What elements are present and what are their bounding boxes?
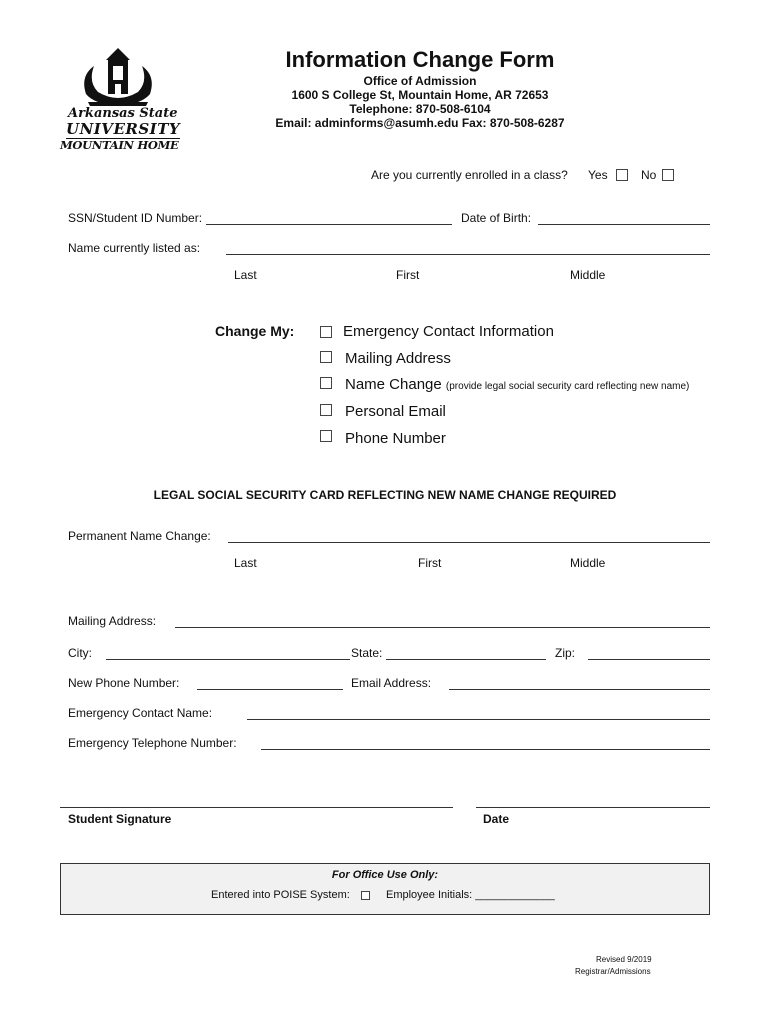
signature-field[interactable] bbox=[60, 807, 453, 808]
mailing-address-label: Mailing Address: bbox=[68, 614, 157, 628]
page-title: Information Change Form bbox=[285, 47, 555, 72]
dob-field[interactable] bbox=[538, 224, 710, 225]
name-change-note: (provide legal social security card reflecting new name) bbox=[445, 381, 690, 392]
ssn-label: SSN/Student ID Number: bbox=[68, 211, 203, 225]
zip-field[interactable] bbox=[588, 659, 710, 660]
email-label: Email Address: bbox=[351, 676, 432, 690]
permanent-name-label: Permanent Name Change: bbox=[68, 529, 211, 543]
poise-checkbox[interactable] bbox=[361, 891, 370, 900]
city-label: City: bbox=[68, 646, 92, 660]
signature-label: Student Signature bbox=[68, 812, 172, 826]
enrolled-yes-label: Yes bbox=[588, 168, 608, 182]
emergency-contact-checkbox[interactable] bbox=[320, 326, 332, 338]
city-field[interactable] bbox=[106, 659, 350, 660]
employee-initials: Employee Initials: _____________ bbox=[386, 889, 555, 901]
enrolled-yes-checkbox[interactable] bbox=[616, 169, 628, 181]
current-name-label: Name currently listed as: bbox=[68, 241, 201, 255]
office-use-box bbox=[60, 863, 710, 915]
revised-date: Revised 9/2019 bbox=[596, 955, 652, 964]
date-label: Date bbox=[483, 812, 510, 826]
office-address: 1600 S College St, Mountain Home, AR 72653 bbox=[291, 88, 549, 102]
dob-label: Date of Birth: bbox=[461, 211, 532, 225]
legal-notice: LEGAL SOCIAL SECURITY CARD REFLECTING NEW NAME CHANGE REQUIRED bbox=[153, 488, 617, 502]
enrolled-no-label: No bbox=[641, 168, 657, 182]
office-name: Office of Admission bbox=[363, 74, 477, 88]
personal-email-checkbox[interactable] bbox=[320, 404, 332, 416]
office-email-fax: Email: adminforms@asumh.edu Fax: 870-508-6287 bbox=[275, 116, 565, 130]
emergency-contact-option: Emergency Contact Information bbox=[343, 323, 554, 340]
date-field[interactable] bbox=[476, 807, 710, 808]
current-name-first: First bbox=[396, 268, 420, 282]
permanent-name-last: Last bbox=[234, 556, 257, 570]
change-my-heading: Change My: bbox=[215, 323, 295, 339]
permanent-name-middle: Middle bbox=[570, 556, 606, 570]
university-logo bbox=[58, 46, 181, 156]
logo-line-2: UNIVERSITY bbox=[66, 120, 181, 138]
phone-number-option: Phone Number bbox=[345, 430, 446, 447]
logo-line-3: MOUNTAIN HOME bbox=[60, 138, 179, 152]
name-change-checkbox[interactable] bbox=[320, 377, 332, 389]
phone-label: New Phone Number: bbox=[68, 676, 180, 690]
mailing-address-field[interactable] bbox=[175, 627, 710, 628]
emergency-phone-field[interactable] bbox=[261, 749, 710, 750]
emergency-name-field[interactable] bbox=[247, 719, 710, 720]
current-name-last: Last bbox=[234, 268, 257, 282]
enrolled-no-checkbox[interactable] bbox=[662, 169, 674, 181]
phone-number-checkbox[interactable] bbox=[320, 430, 332, 442]
office-use-title: For Office Use Only: bbox=[331, 869, 439, 881]
enrolled-question: Are you currently enrolled in a class? bbox=[371, 168, 568, 182]
personal-email-option: Personal Email bbox=[345, 403, 446, 420]
state-label: State: bbox=[351, 646, 383, 660]
ssn-field[interactable] bbox=[206, 224, 452, 225]
name-change-option bbox=[345, 376, 689, 393]
current-name-field[interactable] bbox=[226, 254, 710, 255]
logo-line-1: Arkansas State bbox=[68, 106, 178, 121]
phone-field[interactable] bbox=[197, 689, 343, 690]
permanent-name-field[interactable] bbox=[228, 542, 710, 543]
zip-label: Zip: bbox=[555, 646, 576, 660]
header bbox=[230, 46, 610, 130]
mailing-address-checkbox[interactable] bbox=[320, 351, 332, 363]
permanent-name-first: First bbox=[418, 556, 442, 570]
poise-label: Entered into POISE System: bbox=[211, 889, 350, 901]
emergency-name-label: Emergency Contact Name: bbox=[68, 706, 213, 720]
state-field[interactable] bbox=[386, 659, 546, 660]
emergency-phone-label: Emergency Telephone Number: bbox=[68, 736, 237, 750]
bell-tower-icon bbox=[58, 46, 178, 108]
current-name-middle: Middle bbox=[570, 268, 606, 282]
name-change-label: Name Change bbox=[345, 376, 442, 393]
mailing-address-option: Mailing Address bbox=[345, 350, 451, 367]
office-telephone: Telephone: 870-508-6104 bbox=[349, 102, 491, 116]
department: Registrar/Admissions bbox=[575, 967, 651, 976]
email-field[interactable] bbox=[449, 689, 710, 690]
